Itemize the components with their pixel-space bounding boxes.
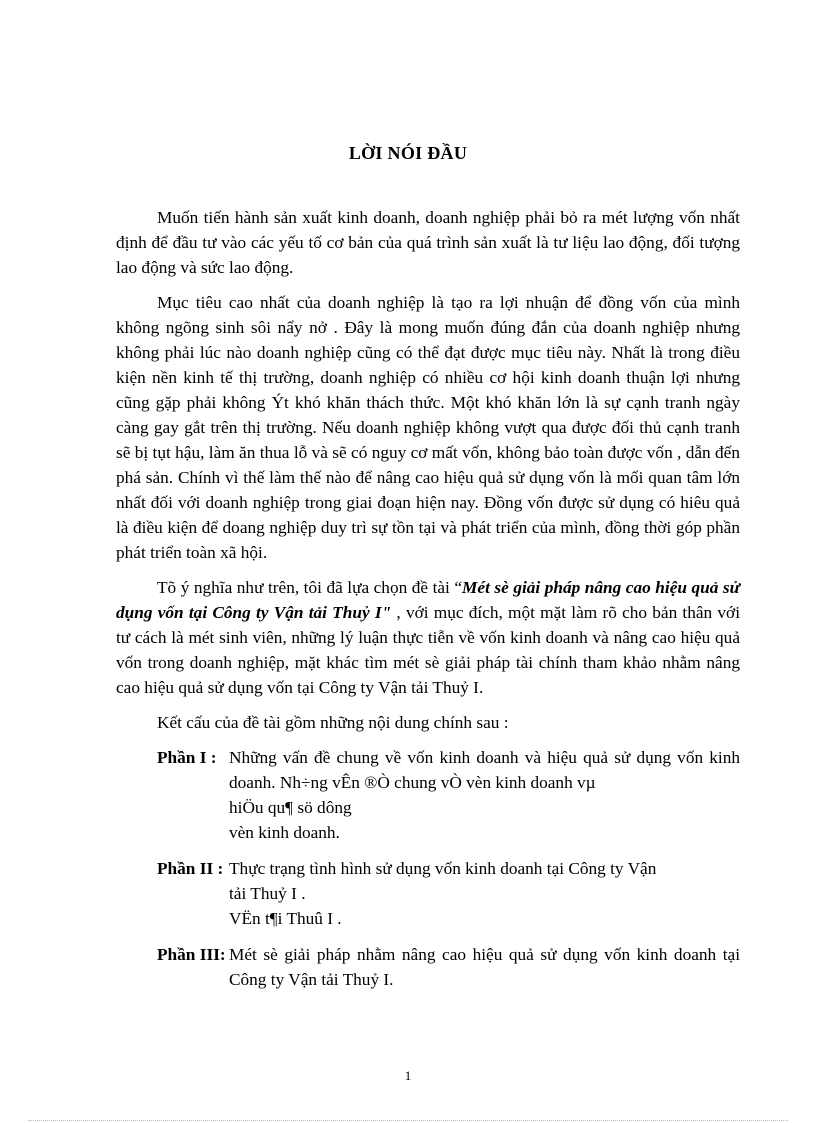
topic-intro-text: Tõ ý nghĩa như trên, tôi đã lựa chọn đề tài “ — [157, 578, 463, 597]
paragraph: Mục tiêu cao nhất của doanh nghiệp là tạo ra lợi nhuận để đồng vốn của mình không ngõng sinh sôi nẩy nở . Đây là mong muốn đúng đắn của doanh nghiệp nhưng không phải lúc nào doanh nghiệp cũng có thể đạt được mục tiêu này. Nhất là trong điều kiện nền kinh tế thị trường, doanh nghiệp có nhiều cơ hội kinh doanh thuận lợi nhưng cũng gặp phải không Ýt khó khăn thách thức. Một khó khăn lớn là sự cạnh tranh ngày càng gay gắt trên thị trường. Nếu doanh nghiệp không vượt qua được đối thủ cạnh tranh sẽ bị tụt hậu, làm ăn thua lỗ và sẽ có nguy cơ mất vốn, không bảo toàn được vốn , dẫn đến phá sản. Chính vì thế làm thế nào để nâng cao hiệu quả sử dụng vốn là mối quan tâm lớn nhất đối với doanh nghiệp trong giai đoạn hiện nay. Đồng vốn được sử dụng có hiêu quả là điều kiện để doang nghiệp duy trì sự tồn tại và phát triển của mình, đồng thời góp phần phát triển toàn xã hội. — [116, 293, 740, 562]
page-title: LỜI NÓI ĐẦU — [348, 143, 468, 163]
spread-word: tải — [229, 884, 247, 903]
part-label: Phần II : — [157, 859, 224, 878]
part-content — [229, 856, 740, 931]
part-content — [229, 942, 740, 992]
part-1 — [116, 745, 740, 845]
part-content — [229, 745, 740, 845]
spread-word: sö — [297, 798, 313, 817]
part-line: VËn t¶i Thuû I . — [229, 909, 342, 928]
document-body — [116, 205, 740, 1003]
spread-word: . — [301, 884, 306, 903]
structure-intro: Kết cấu của đề tài gồm những nội dung chính sau : — [157, 713, 509, 732]
page-number: 1 — [404, 1068, 412, 1083]
part-label: Phần III: — [157, 945, 226, 964]
part-line: Những vấn đề chung về vốn kinh doanh và hiệu quả sử dụng vốn kinh doanh. Nh÷ng vÊn ®Ò chung vÒ vèn kinh doanh vµ — [229, 748, 740, 792]
spread-word: hiÖu — [229, 798, 264, 817]
topic-title: Mét sè giải pháp nâng cao hiệu quả sử dụng vốn tại Công ty Vận tải Thuỷ I" — [116, 578, 740, 622]
part-3 — [116, 942, 740, 992]
part-line: Mét sè giải pháp nhằm nâng cao hiệu quả sử dụng vốn kinh doanh tại Công ty Vận tải Thuỷ I. — [229, 945, 740, 989]
spread-word: dông — [317, 798, 352, 817]
part-label: Phần I : — [157, 748, 217, 767]
topic-paragraph — [116, 575, 740, 700]
paragraph: Muốn tiến hành sản xuất kinh doanh, doanh nghiệp phải bỏ ra mét lượng vốn nhất định để đầu tư vào các yếu tố cơ bản của quá trình sản xuất là tư liệu lao động, đối tượng lao động và sức lao động. — [116, 208, 740, 277]
part-line: vèn kinh doanh. — [229, 823, 340, 842]
part-2 — [116, 856, 740, 931]
topic-purpose-text: , với mục đích, một mặt làm rõ cho bản thân với tư cách là mét sinh viên, những lý luận thực tiễn về vốn kinh doanh và nâng cao hiệu quả vốn trong doanh nghiệp, mặt khác tìm mét sè giải pháp tài chính tham khảo nhằm nâng cao hiệu quả sử dụng vốn tại Công ty Vận tải Thuỷ I. — [116, 603, 740, 697]
part-spread-line — [229, 881, 740, 906]
part-spread-line — [229, 795, 740, 820]
part-line: Thực trạng tình hình sử dụng vốn kinh doanh tại Công ty Vận — [229, 859, 657, 878]
spread-word: I — [291, 884, 297, 903]
page-bottom-divider — [28, 1120, 788, 1121]
spread-word: qu¶ — [267, 798, 294, 817]
spread-word: Thuỷ — [250, 884, 287, 903]
